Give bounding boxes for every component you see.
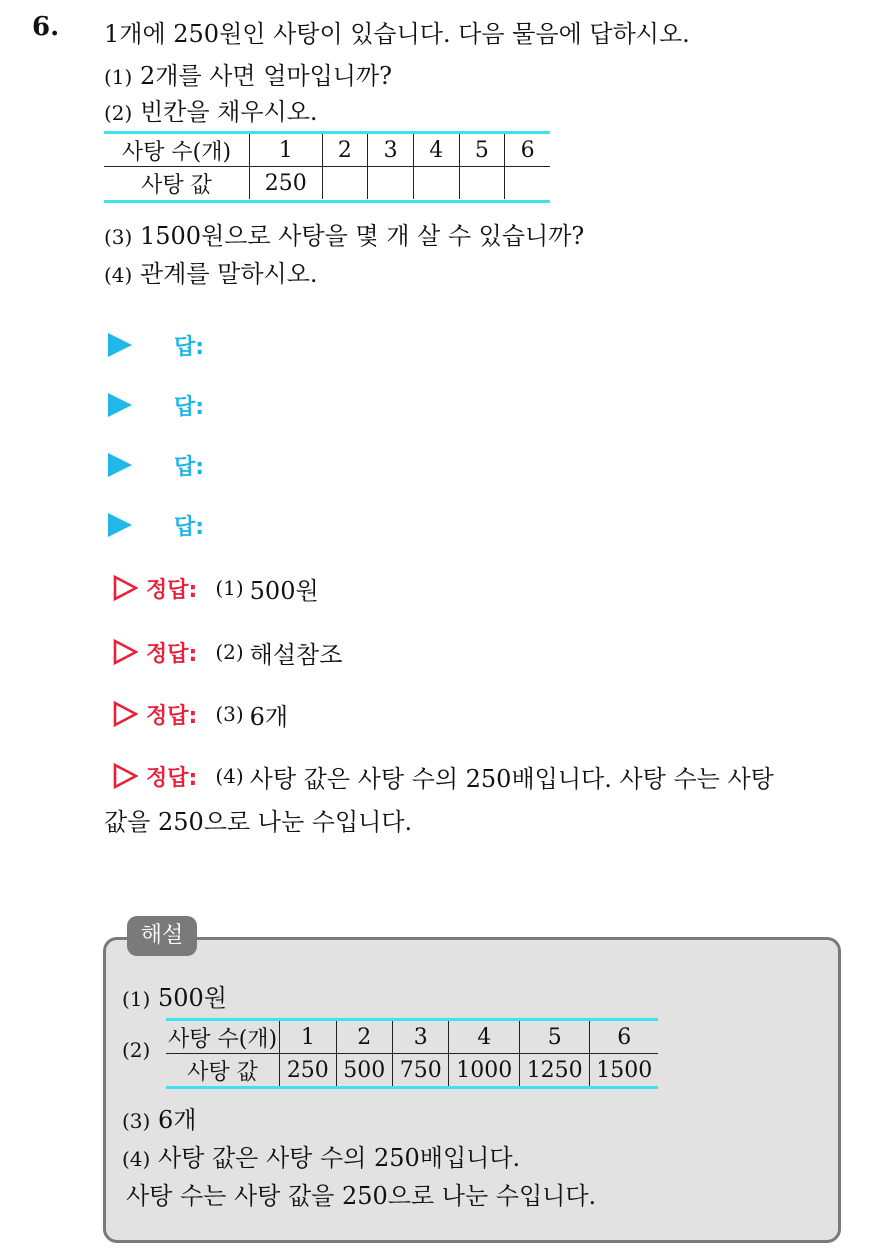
correct-answer-4-continued: 값을 250으로 나눈 수입니다. <box>104 808 413 836</box>
correct-text: 500원 <box>249 576 319 605</box>
table-cell: 6 <box>590 1021 658 1054</box>
table-header-count: 사탕 수(개) <box>166 1021 280 1054</box>
solution-line-2-number: (2) <box>122 1038 151 1062</box>
solution-text: 500원 <box>157 984 227 1012</box>
solution-line-5: 사탕 수는 사탕 값을 250으로 나눈 수입니다. <box>126 1182 597 1210</box>
solution-line-3 <box>122 1100 196 1135</box>
correct-answer-4 <box>112 758 774 794</box>
table-cell: 2 <box>336 1021 392 1054</box>
table-cell-blank[interactable] <box>505 167 550 200</box>
correct-label: 정답: <box>146 703 198 729</box>
table-cell-blank[interactable] <box>368 167 414 200</box>
correct-answer-2 <box>112 634 342 670</box>
triangle-marker-icon <box>108 333 132 357</box>
table-cell: 1500 <box>590 1054 658 1087</box>
table-row <box>104 167 550 200</box>
outline-triangle-icon <box>112 639 138 665</box>
answer-label: 답: <box>174 394 205 420</box>
part-number: (2) <box>104 101 133 125</box>
correct-answer-3 <box>112 696 288 732</box>
part-number: (1) <box>104 65 133 89</box>
correct-number: (2) <box>215 640 244 664</box>
correct-number: (3) <box>215 702 244 726</box>
table-cell: 1000 <box>449 1054 519 1087</box>
correct-answer-1 <box>112 570 319 606</box>
table-cell: 250 <box>280 1054 336 1087</box>
correct-number: (4) <box>215 764 244 788</box>
correct-label: 정답: <box>146 641 198 667</box>
solution-table-bottom-rule <box>166 1086 658 1089</box>
table-cell: 1250 <box>519 1054 589 1087</box>
question-stem: 1개에 250원인 사탕이 있습니다. 다음 물음에 답하시오. <box>104 20 690 48</box>
correct-label: 정답: <box>146 577 198 603</box>
table-cell: 3 <box>393 1021 449 1054</box>
answer-slot-3[interactable] <box>108 448 205 482</box>
outline-triangle-icon <box>112 763 138 789</box>
table-bottom-rule <box>104 200 550 203</box>
triangle-marker-icon <box>108 453 132 477</box>
solution-number: (3) <box>122 1109 151 1133</box>
solution-text: 사탕 값은 사탕 수의 250배입니다. <box>157 1144 521 1172</box>
part-text: 1500원으로 사탕을 몇 개 살 수 있습니까? <box>139 222 585 250</box>
table-row <box>166 1021 658 1054</box>
table-cell: 3 <box>368 134 414 167</box>
correct-number: (1) <box>215 576 244 600</box>
table-header-count: 사탕 수(개) <box>104 134 249 167</box>
table-cell: 750 <box>393 1054 449 1087</box>
answer-label: 답: <box>174 454 205 480</box>
table-cell-blank[interactable] <box>322 167 368 200</box>
table-cell-blank[interactable] <box>413 167 459 200</box>
question-part-2 <box>104 92 318 127</box>
question-part-3 <box>104 216 584 251</box>
answer-slot-1[interactable] <box>108 328 205 362</box>
table-cell: 4 <box>413 134 459 167</box>
outline-triangle-icon <box>112 575 138 601</box>
question-number: 6. <box>32 12 60 42</box>
table-cell: 4 <box>449 1021 519 1054</box>
table-cell: 250 <box>249 167 322 200</box>
answer-label: 답: <box>174 334 205 360</box>
answer-slot-2[interactable] <box>108 388 205 422</box>
table-header-price: 사탕 값 <box>187 1059 258 1085</box>
question-part-1 <box>104 56 392 91</box>
part-text: 2개를 사면 얼마입니까? <box>139 62 393 90</box>
answer-label: 답: <box>174 514 205 540</box>
correct-label: 정답: <box>146 765 198 791</box>
question-table <box>104 134 550 199</box>
part-number: (4) <box>104 263 133 287</box>
table-header-price: 사탕 값 <box>141 172 212 198</box>
table-cell: 1 <box>280 1021 336 1054</box>
table-cell: 5 <box>459 134 505 167</box>
solution-text: 6개 <box>157 1106 197 1134</box>
correct-text: 사탕 값은 사탕 수의 250배입니다. 사탕 수는 사탕 <box>249 764 774 793</box>
table-cell: 1 <box>249 134 322 167</box>
triangle-marker-icon <box>108 393 132 417</box>
table-cell: 5 <box>519 1021 589 1054</box>
solution-number: (1) <box>122 987 151 1011</box>
solution-table <box>166 1021 658 1086</box>
outline-triangle-icon <box>112 701 138 727</box>
answer-slot-4[interactable] <box>108 508 205 542</box>
question-part-4 <box>104 254 318 289</box>
part-number: (3) <box>104 225 133 249</box>
table-cell: 500 <box>336 1054 392 1087</box>
table-row <box>104 134 550 167</box>
table-cell: 2 <box>322 134 368 167</box>
correct-text: 해설참조 <box>249 640 343 669</box>
part-text: 관계를 말하시오. <box>139 260 318 288</box>
table-cell: 6 <box>505 134 550 167</box>
solution-number: (4) <box>122 1147 151 1171</box>
table-row <box>166 1054 658 1087</box>
table-cell-blank[interactable] <box>459 167 505 200</box>
solution-line-1 <box>122 978 227 1013</box>
solution-line-4 <box>122 1138 520 1173</box>
triangle-marker-icon <box>108 513 132 537</box>
correct-text: 6개 <box>249 702 289 731</box>
part-text: 빈칸을 채우시오. <box>139 98 318 126</box>
solution-tag: 해설 <box>127 916 197 956</box>
